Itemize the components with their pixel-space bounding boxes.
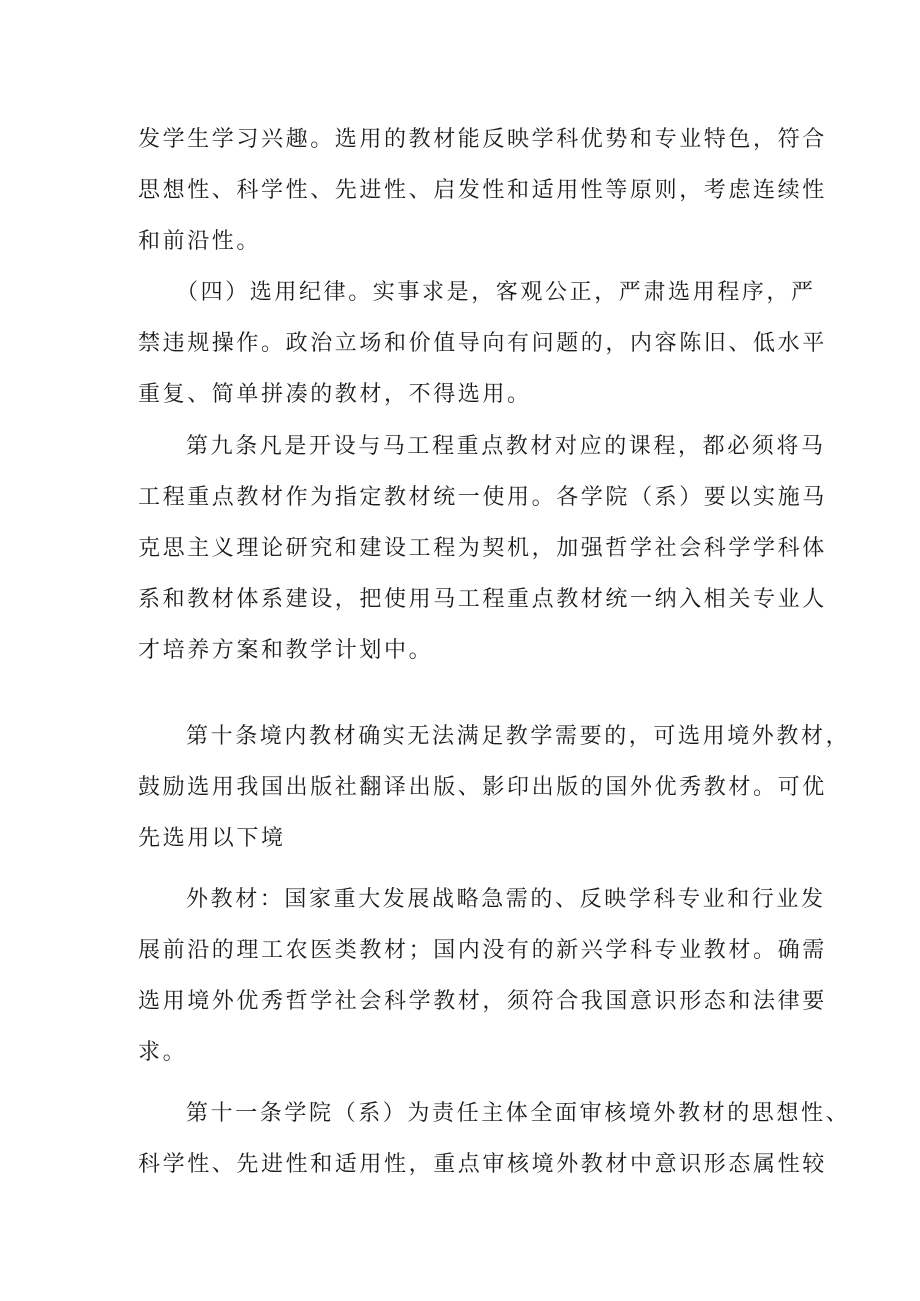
text-line: 先选用以下境 [138, 826, 286, 851]
text-line: 系和教材体系建设，把使用马工程重点教材统一纳入相关专业人 [138, 587, 827, 612]
text-line: 科学性、先进性和适用性，重点审核境外教材中意识形态属性较 [138, 1152, 827, 1177]
text-line: 工程重点教材作为指定教材统一使用。各学院（系）要以实施马 [138, 485, 827, 510]
text-line: 思想性、科学性、先进性、启发性和适用性等原则，考虑连续性 [138, 178, 827, 203]
text-line: 才培养方案和教学计划中。 [138, 638, 434, 663]
text-line: 发学生学习兴趣。选用的教材能反映学科优势和专业特色，符合 [138, 127, 827, 152]
text-line: 和前沿性。 [138, 229, 262, 254]
text-line: 禁违规操作。政治立场和价值导向有问题的，内容陈旧、低水平 [138, 331, 827, 356]
text-line: 展前沿的理工农医类教材；国内没有的新兴学科专业教材。确需 [138, 938, 827, 963]
text-line: 第十条境内教材确实无法满足教学需要的，可选用境外教材， [186, 724, 851, 749]
text-line: 选用境外优秀哲学社会科学教材，须符合我国意识形态和法律要 [138, 989, 827, 1014]
text-line: 外教材：国家重大发展战略急需的、反映学科专业和行业发 [186, 887, 826, 912]
text-line: 求。 [138, 1040, 188, 1065]
text-line: 第十一条学院（系）为责任主体全面审核境外教材的思想性、 [186, 1101, 851, 1126]
text-line: 鼓励选用我国出版社翻译出版、影印出版的国外优秀教材。可优 [138, 775, 827, 800]
text-line: 克思主义理论研究和建设工程为契机，加强哲学社会科学学科体 [138, 536, 827, 561]
text-line: 重复、简单拼凑的教材，不得选用。 [138, 382, 532, 407]
text-line: （四）选用纪律。实事求是，客观公正，严肃选用程序，严 [176, 280, 816, 305]
text-line: 第九条凡是开设与马工程重点教材对应的课程，都必须将马 [186, 434, 826, 459]
